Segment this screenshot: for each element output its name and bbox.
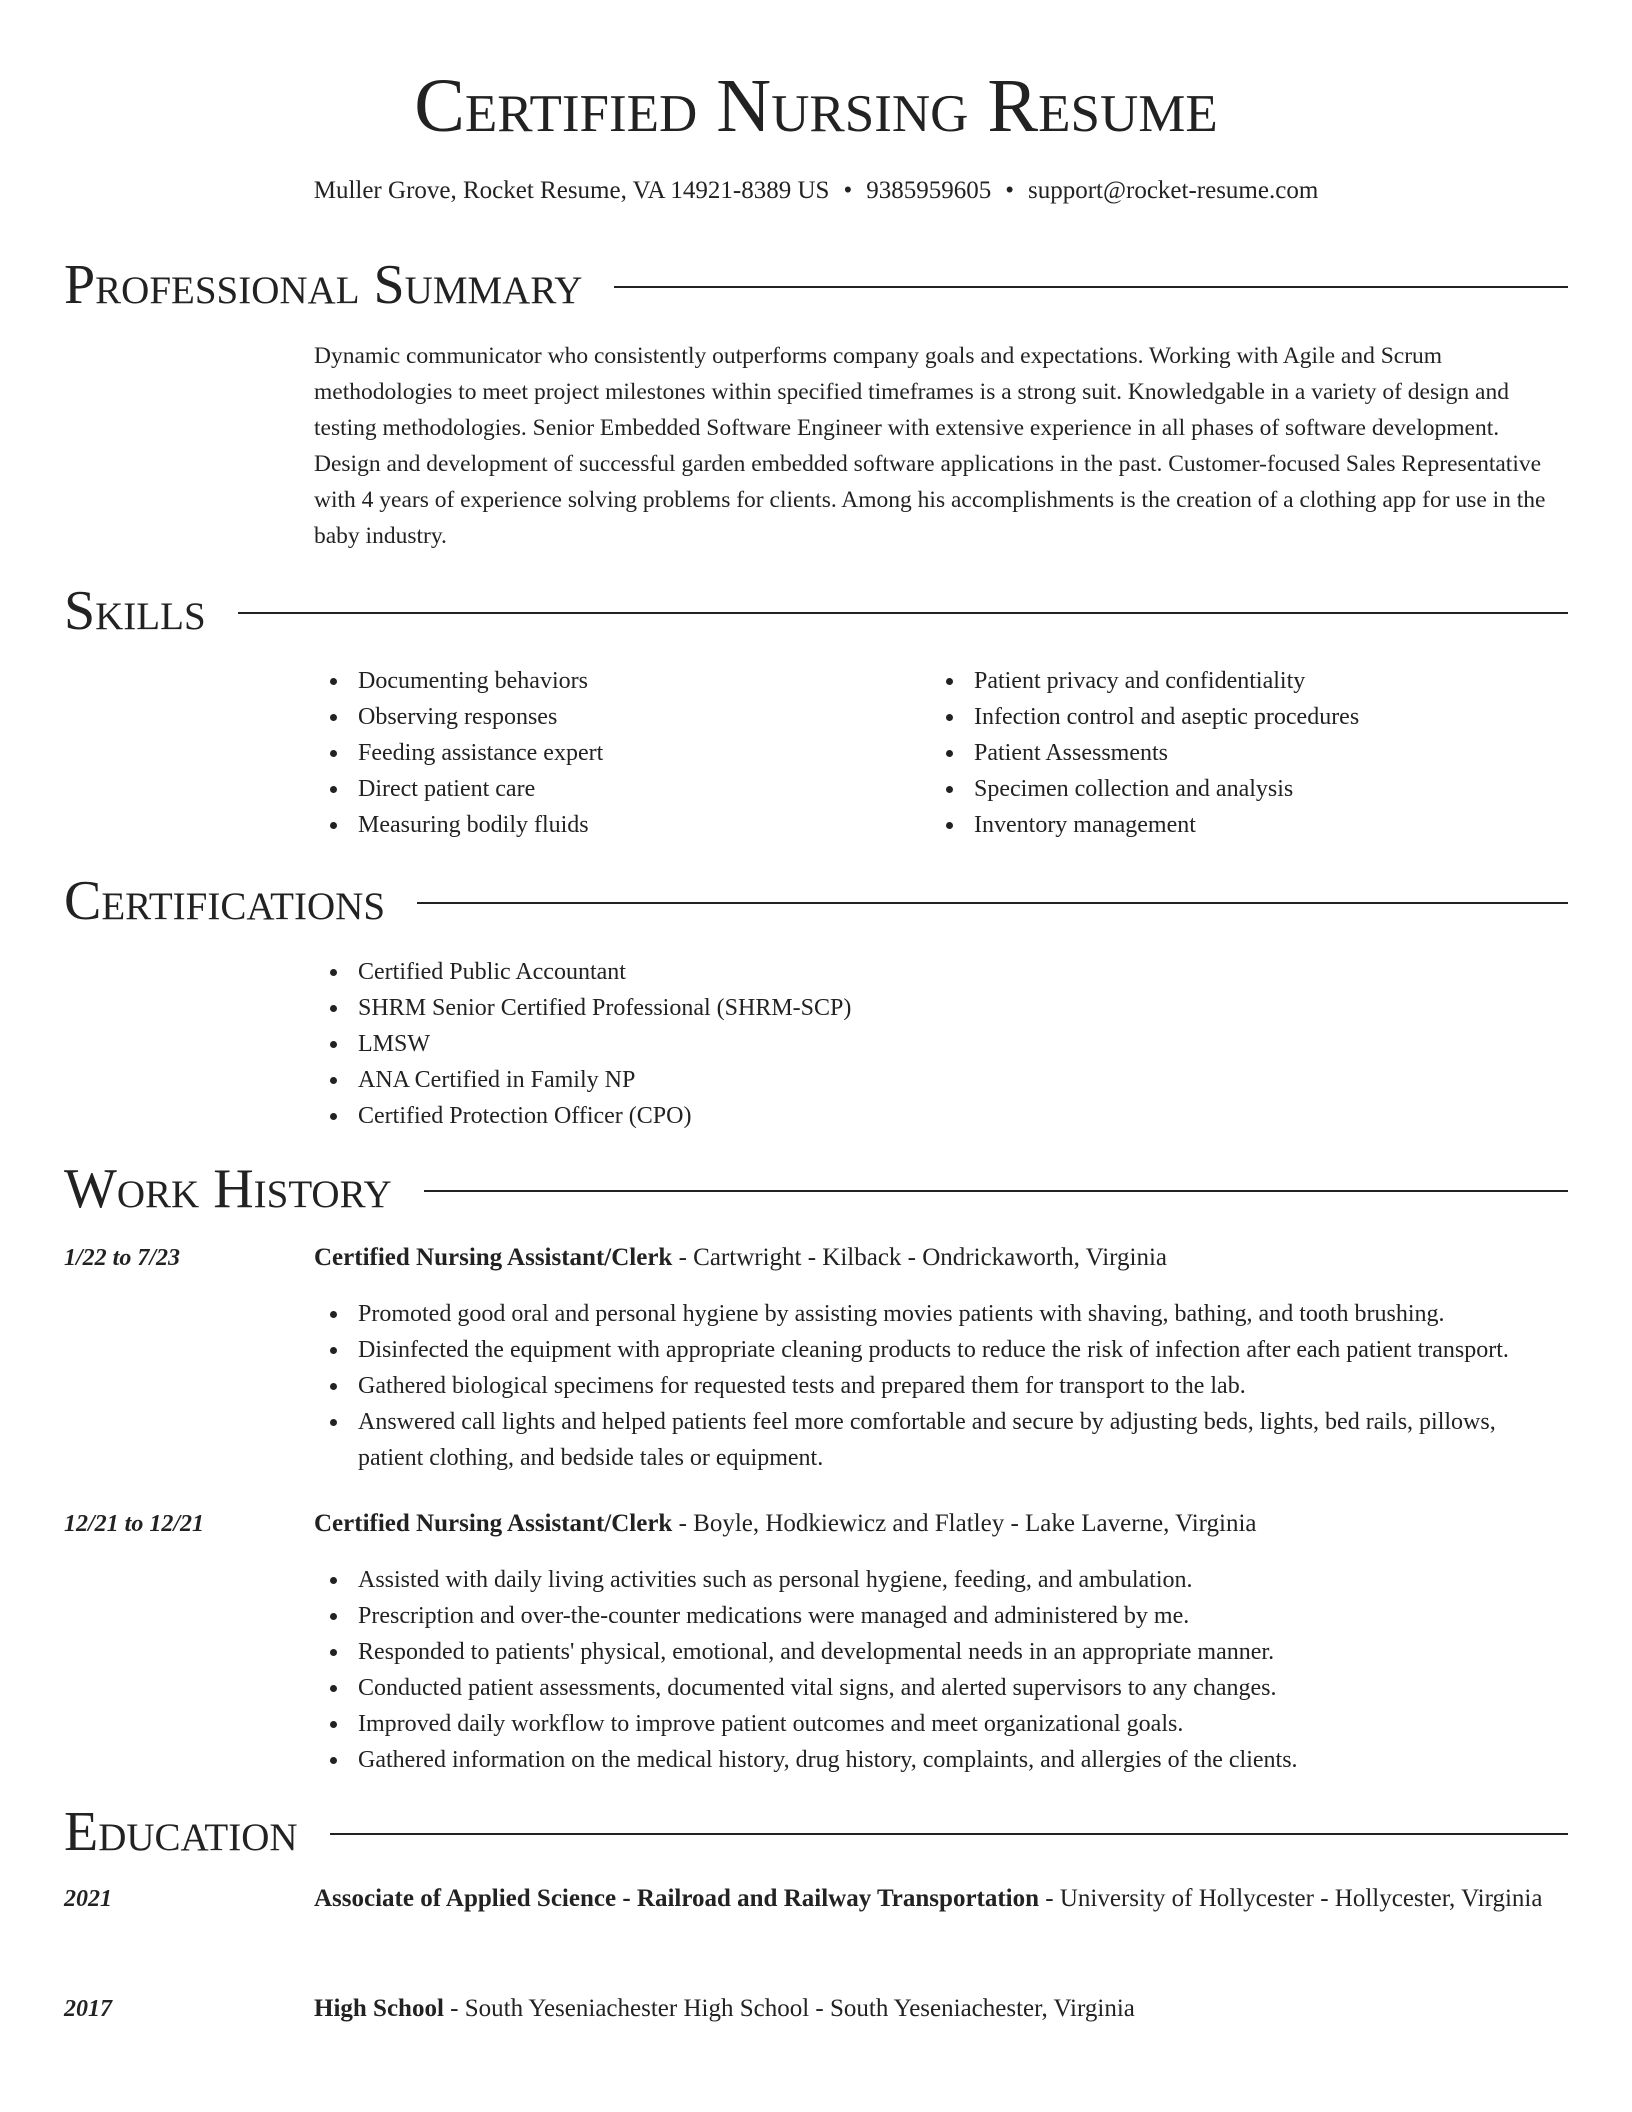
job-duty-item: Gathered biological specimens for requested tests and prepared them for transport to the lab. bbox=[314, 1368, 1564, 1404]
job-duty-item: Disinfected the equipment with appropriate cleaning products to reduce the risk of infection after each patient transport. bbox=[314, 1332, 1564, 1368]
job-employer: - Cartwright - Kilback - Ondrickaworth, Virginia bbox=[672, 1244, 1168, 1271]
skill-item: Observing responses bbox=[314, 699, 914, 735]
section-header-certifications bbox=[64, 866, 1568, 936]
education-degree: High School bbox=[314, 1995, 444, 2022]
contact-phone: 9385959605 bbox=[866, 177, 992, 204]
section-header-summary bbox=[64, 250, 1568, 320]
job-duties bbox=[314, 1562, 1564, 1778]
job-duty-item: Answered call lights and helped patients feel more comfortable and secure by adjusting beds, lights, bed rails, pillows, patient clothing, and bedside tales or equipment. bbox=[314, 1404, 1564, 1476]
certification-item: SHRM Senior Certified Professional (SHRM-SCP) bbox=[314, 990, 1564, 1026]
skill-item: Patient privacy and confidentiality bbox=[930, 663, 1570, 699]
job-duties-list bbox=[314, 1562, 1564, 1778]
certification-item: Certified Protection Officer (CPO) bbox=[314, 1098, 1564, 1134]
skills-column-right bbox=[930, 663, 1570, 843]
education-entry bbox=[314, 1879, 1564, 1919]
certifications-block bbox=[314, 954, 1564, 1134]
skill-item: Patient Assessments bbox=[930, 735, 1570, 771]
section-title-skills: Skills bbox=[64, 580, 206, 642]
contact-separator: • bbox=[1005, 177, 1014, 204]
job-title: Certified Nursing Assistant/Clerk bbox=[314, 1244, 673, 1271]
certification-item: ANA Certified in Family NP bbox=[314, 1062, 1564, 1098]
skill-item: Feeding assistance expert bbox=[314, 735, 914, 771]
job-employer: - Boyle, Hodkiewicz and Flatley - Lake Laverne, Virginia bbox=[672, 1510, 1257, 1537]
education-school: - University of Hollycester - Hollycester, Virginia bbox=[1039, 1885, 1543, 1912]
skill-item: Direct patient care bbox=[314, 771, 914, 807]
section-header-skills bbox=[64, 576, 1568, 646]
job-duty-item: Assisted with daily living activities such as personal hygiene, feeding, and ambulation. bbox=[314, 1562, 1564, 1598]
education-school: - South Yeseniachester High School - South Yeseniachester, Virginia bbox=[443, 1995, 1135, 2022]
section-divider bbox=[417, 902, 1568, 904]
job-heading bbox=[314, 1238, 1564, 1278]
skill-item: Documenting behaviors bbox=[314, 663, 914, 699]
section-divider bbox=[238, 612, 1568, 614]
job-duties bbox=[314, 1296, 1564, 1476]
job-duty-item: Prescription and over-the-counter medications were managed and administered by me. bbox=[314, 1598, 1564, 1634]
job-dates: 12/21 to 12/21 bbox=[64, 1511, 205, 1537]
job-dates: 1/22 to 7/23 bbox=[64, 1245, 181, 1271]
skill-item: Inventory management bbox=[930, 807, 1570, 843]
section-divider bbox=[330, 1833, 1568, 1835]
job-duties-list bbox=[314, 1296, 1564, 1476]
certification-item: Certified Public Accountant bbox=[314, 954, 1564, 990]
skill-item: Measuring bodily fluids bbox=[314, 807, 914, 843]
job-duty-item: Conducted patient assessments, documented vital signs, and alerted supervisors to any changes. bbox=[314, 1670, 1564, 1706]
contact-address: Muller Grove, Rocket Resume, VA 14921-8389 US bbox=[313, 177, 830, 204]
education-year: 2017 bbox=[64, 1996, 112, 2022]
job-duty-item: Improved daily workflow to improve patient outcomes and meet organizational goals. bbox=[314, 1706, 1564, 1742]
section-divider bbox=[424, 1190, 1568, 1192]
contact-line bbox=[0, 175, 1632, 207]
section-title-education: Education bbox=[64, 1801, 298, 1863]
job-duty-item: Gathered information on the medical history, drug history, complaints, and allergies of the clients. bbox=[314, 1742, 1564, 1778]
skill-item: Infection control and aseptic procedures bbox=[930, 699, 1570, 735]
contact-email: support@rocket-resume.com bbox=[1027, 177, 1319, 204]
section-divider bbox=[614, 286, 1568, 288]
job-heading bbox=[314, 1504, 1564, 1544]
skills-list-right bbox=[930, 663, 1570, 843]
education-entry bbox=[314, 1989, 1564, 2029]
job-title: Certified Nursing Assistant/Clerk bbox=[314, 1510, 673, 1537]
certification-item: LMSW bbox=[314, 1026, 1564, 1062]
job-duty-item: Promoted good oral and personal hygiene by assisting movies patients with shaving, bathing, and tooth brushing. bbox=[314, 1296, 1564, 1332]
section-title-summary: Professional Summary bbox=[64, 254, 583, 316]
section-title-work-history: Work History bbox=[64, 1158, 392, 1220]
section-header-work-history bbox=[64, 1154, 1568, 1224]
job-duty-item: Responded to patients' physical, emotional, and developmental needs in an appropriate manner. bbox=[314, 1634, 1564, 1670]
skills-list-left bbox=[314, 663, 914, 843]
contact-separator: • bbox=[843, 177, 853, 204]
section-title-certifications: Certifications bbox=[64, 870, 386, 932]
resume-title: Certified Nursing Resume bbox=[414, 64, 1218, 148]
section-header-education bbox=[64, 1797, 1568, 1867]
education-year: 2021 bbox=[64, 1886, 112, 1912]
education-degree: Associate of Applied Science - Railroad and Railway Transportation bbox=[314, 1885, 1040, 1912]
skill-item: Specimen collection and analysis bbox=[930, 771, 1570, 807]
summary-text: Dynamic communicator who consistently outperforms company goals and expectations. Working with Agile and Scrum methodologies to meet project milestones within specified timeframes is a strong suit. Knowledgable in a variety of design and testing methodologies. Senior Embedded Software Engineer with extensive experience in all phases of software development. Design and development of successful garden embedded software applications in the past. Customer-focused Sales Representative with 4 years of experience solving problems for clients. Among his accomplishments is the creation of a clothing app for use in the baby industry. bbox=[314, 343, 1546, 549]
certifications-list bbox=[314, 954, 1564, 1134]
skills-column-left bbox=[314, 663, 914, 843]
